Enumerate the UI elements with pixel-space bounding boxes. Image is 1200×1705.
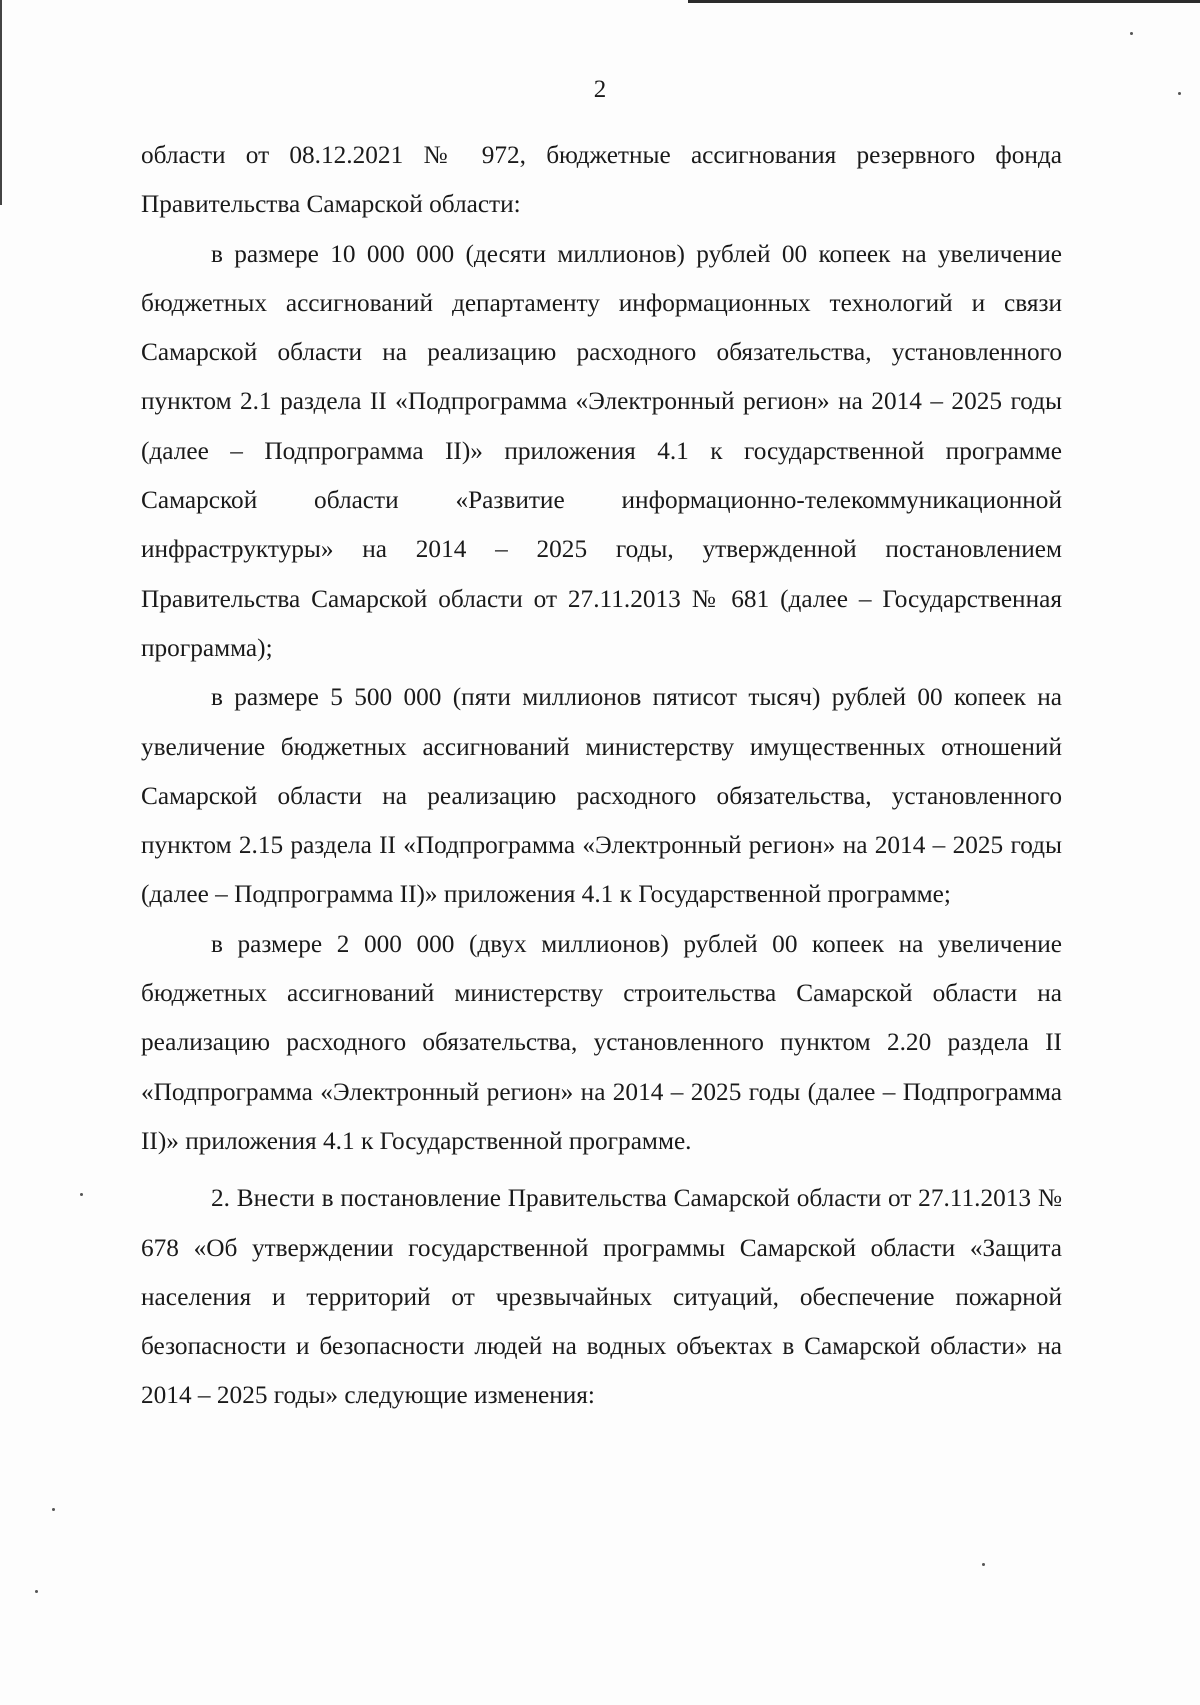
paragraph-continuation: области от 08.12.2021 № 972, бюджетные ассигнования резервного фонда Правительства Самарской области: (141, 141, 1062, 219)
paragraph-allocation-property-ministry: в размере 5 500 000 (пяти миллионов пятисот тысяч) рублей 00 копеек на увеличение бюджетных ассигнований министерству имущественных отношений Самарской области на реализацию расходного обязательства, установленного пунктом 2.15 раздела II «Подпрограмма «Электронный регион» на 2014 – 2025 годы (далее – Подпрограмма II)» приложения 4.1 к Государственной программе; (141, 683, 1062, 909)
paragraph-allocation-it-department: в размере 10 000 000 (десяти миллионов) рублей 00 копеек на увеличение бюджетных ассигнований департаменту информационных технологий и связи Самарской области на реализацию расходного обязательства, установленного пунктом 2.1 раздела II «Подпрограмма «Электронный регион» на 2014 – 2025 годы (далее – Подпрограмма II)» приложения 4.1 к государственной программе Самарской области «Развитие информационно-телекоммуникационной инфраструктуры» на 2014 – 2025 годы, утвержденной постановлением Правительства Самарской области от 27.11.2013 № 681 (далее – Государственная программа); (141, 239, 1062, 662)
page-number: 2 (593, 76, 607, 103)
scan-speck (982, 1563, 985, 1566)
document-body (141, 131, 1062, 1421)
scan-speck (80, 1193, 83, 1196)
scan-speck (52, 1508, 55, 1511)
paragraph-allocation-construction-ministry: в размере 2 000 000 (двух миллионов) рублей 00 копеек на увеличение бюджетных ассигнований министерству строительства Самарской области на реализацию расходного обязательства, установленного пунктом 2.20 раздела II «Подпрограмма «Электронный регион» на 2014 – 2025 годы (далее – Подпрограмма II)» приложения 4.1 к Государственной программе. (141, 929, 1062, 1155)
scan-speck (35, 1590, 38, 1593)
paragraph-item-2-amendments: 2. Внести в постановление Правительства Самарской области от 27.11.2013 № 678 «Об утверждении государственной программы Самарской области «Защита населения и территорий от чрезвычайных ситуаций, обеспечение пожарной безопасности и безопасности людей на водных объектах в Самарской области» на 2014 – 2025 годы» следующие изменения: (141, 1184, 1062, 1410)
scan-speck (1130, 32, 1133, 35)
scan-edge-line-top (688, 0, 1200, 3)
